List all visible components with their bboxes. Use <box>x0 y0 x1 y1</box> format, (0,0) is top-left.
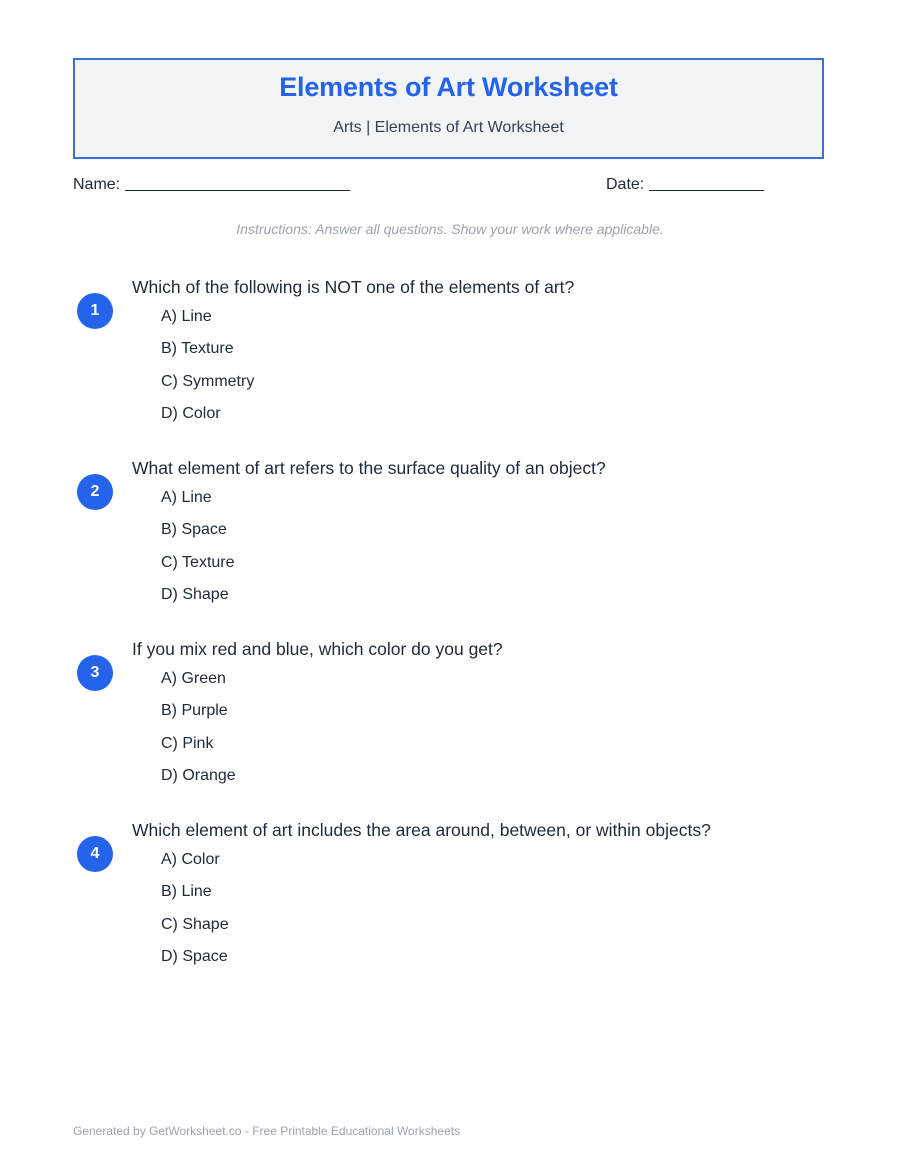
answer-option: B) Line <box>161 883 212 901</box>
name-field <box>73 176 350 194</box>
worksheet-header <box>73 58 824 159</box>
answer-option: D) Shape <box>161 586 229 604</box>
question-number-badge: 4 <box>77 836 113 872</box>
answer-option: D) Orange <box>161 767 236 785</box>
answer-option: C) Pink <box>161 734 214 752</box>
answer-options <box>161 307 254 437</box>
answer-option: C) Symmetry <box>161 372 255 390</box>
name-blank-line <box>125 176 350 191</box>
question-text: Which of the following is NOT one of the elements of art? <box>132 277 575 297</box>
answer-option: A) Color <box>161 851 220 868</box>
answer-options <box>161 850 229 980</box>
question-number-badge: 1 <box>77 293 113 329</box>
date-label: Date: <box>606 176 645 193</box>
date-blank-line <box>649 176 764 191</box>
page-subtitle: Arts | Elements of Art Worksheet <box>333 119 564 136</box>
name-label: Name: <box>73 176 121 193</box>
answer-options <box>161 669 236 799</box>
answer-option: D) Space <box>161 948 228 966</box>
answer-option: B) Purple <box>161 702 228 720</box>
answer-options <box>161 488 235 618</box>
question-number-badge: 3 <box>77 655 113 691</box>
question-number-badge: 2 <box>77 474 113 510</box>
date-field <box>606 176 764 194</box>
question-text: What element of art refers to the surface quality of an object? <box>132 458 606 478</box>
instructions-text: Instructions: Answer all questions. Show your work where applicable. <box>236 221 664 237</box>
question-text: If you mix red and blue, which color do you get? <box>132 639 503 659</box>
answer-option: D) Color <box>161 405 221 423</box>
answer-option: B) Texture <box>161 340 234 358</box>
answer-option: A) Line <box>161 489 212 506</box>
answer-option: A) Line <box>161 308 212 325</box>
footer-credit: Generated by GetWorksheet.co - Free Printable Educational Worksheets <box>73 1124 461 1138</box>
answer-option: A) Green <box>161 670 226 687</box>
question-text: Which element of art includes the area around, between, or within objects? <box>132 820 711 840</box>
answer-option: C) Shape <box>161 915 229 933</box>
answer-option: C) Texture <box>161 553 235 571</box>
answer-option: B) Space <box>161 521 227 539</box>
page-title: Elements of Art Worksheet <box>279 72 618 102</box>
